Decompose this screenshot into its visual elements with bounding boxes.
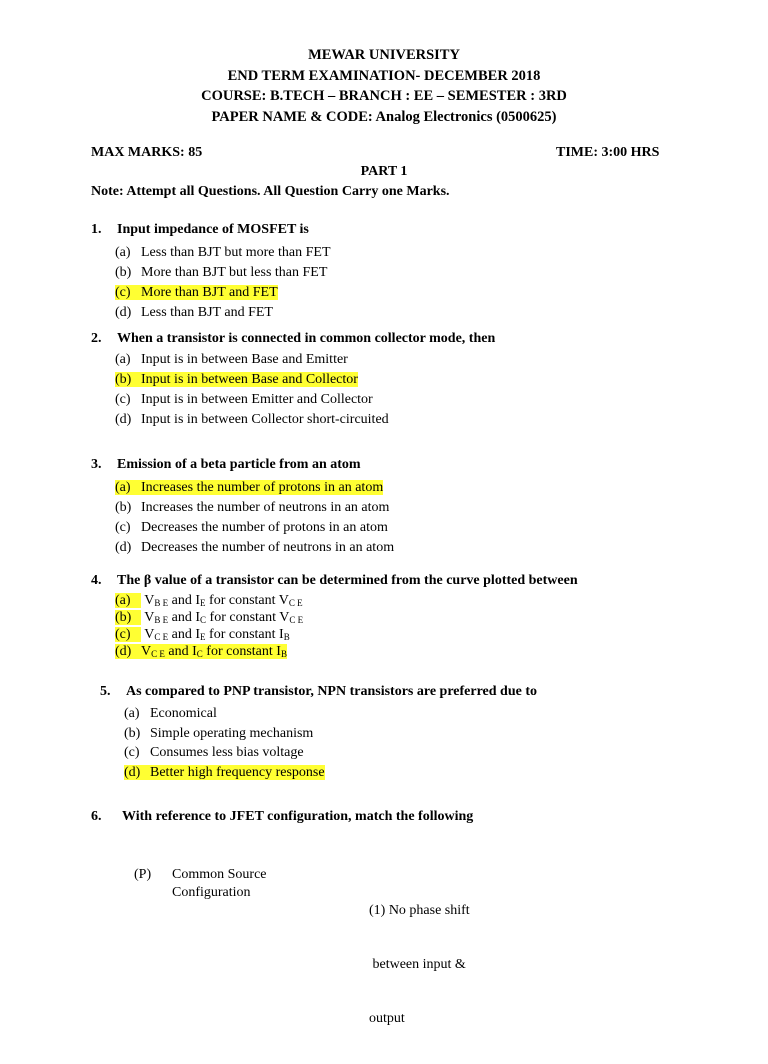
option-b: (b) More than BJT but less than FET — [115, 265, 328, 280]
option-c: (c) Input is in between Emitter and Collector — [115, 392, 373, 407]
question-3 — [91, 457, 361, 473]
option-d-highlighted: (d) $V_{C E}$ and $I_C$ for constant $I_B$ — [115, 644, 287, 659]
max-marks: MAX MARKS: 85 — [91, 145, 203, 160]
question-3-options — [115, 478, 394, 558]
course-line: COURSE: B.TECH – BRANCH : EE – SEMESTER : 3RD — [201, 88, 567, 104]
option-b-highlighted: (b) $V_{B E}$ and $I_C$ for constant $V_{C E}$ — [115, 610, 304, 625]
match-left-label: (P) — [134, 867, 152, 882]
option-b: (b) Increases the number of neutrons in an atom — [115, 500, 390, 515]
option-d: (d) Decreases the number of neutrons in an atom — [115, 540, 395, 555]
question-text: As compared to PNP transistor, NPN transistors are preferred due to — [126, 684, 538, 699]
university-name: MEWAR UNIVERSITY — [308, 47, 460, 63]
question-text: When a transistor is connected in common collector mode, then — [117, 331, 496, 346]
exam-time: TIME: 3:00 HRS — [556, 145, 660, 160]
question-number: 2. — [91, 331, 102, 346]
option-b-highlighted: (b) Input is in between Base and Collector — [115, 372, 358, 387]
question-text: With reference to JFET configuration, match the following — [122, 809, 474, 824]
question-text: Emission of a beta particle from an atom — [117, 457, 361, 472]
part-title: PART 1 — [360, 164, 408, 179]
question-1 — [91, 222, 309, 238]
option-d-highlighted: (d) Better high frequency response — [124, 764, 325, 780]
question-5 — [100, 684, 537, 700]
question-6 — [91, 809, 473, 825]
question-number: 1. — [91, 222, 102, 237]
option-c-highlighted: (c) $V_{C E}$ and $I_E$ for constant $I_B$ — [115, 627, 290, 642]
paper-line: PAPER NAME & CODE: Analog Electronics (0500625) — [211, 108, 557, 125]
option-b: (b) Simple operating mechanism — [124, 725, 314, 741]
option-a: (a) Less than BJT but more than FET — [115, 245, 331, 260]
question-number: 3. — [91, 457, 102, 472]
option-a: (a) Input is in between Base and Emitter — [115, 352, 348, 367]
exam-header — [0, 45, 768, 127]
question-number: 6. — [91, 809, 102, 824]
option-c: (c) Consumes less bias voltage — [124, 745, 304, 760]
question-5-options — [124, 704, 325, 782]
match-right-item: (1) No phase shift between input & output — [369, 903, 470, 1026]
option-a: (a) Economical — [124, 706, 217, 721]
option-c: (c) Decreases the number of protons in an atom — [115, 520, 388, 535]
option-a-highlighted: (a) Increases the number of protons in an atom — [115, 480, 384, 495]
question-number: 4. — [91, 573, 102, 588]
question-4-options — [115, 592, 303, 660]
question-2 — [91, 331, 495, 347]
match-left-item: Common Source Configuration — [172, 867, 267, 900]
question-1-options — [115, 243, 331, 323]
option-a-highlighted: (a) $V_{B E}$ and $I_E$ for constant $V_{C E}$ — [115, 593, 303, 608]
question-number: 5. — [100, 684, 111, 699]
option-c-highlighted: (c) More than BJT and FET — [115, 285, 278, 300]
question-2-options — [115, 350, 389, 430]
question-text: The β value of a transistor can be determined from the curve plotted between — [117, 573, 578, 588]
exam-title: END TERM EXAMINATION- DECEMBER 2018 — [227, 67, 541, 84]
question-text: Input impedance of MOSFET is — [117, 222, 309, 237]
instruction-note: Note: Attempt all Questions. All Question Carry one Marks. — [91, 184, 450, 199]
question-4 — [91, 573, 578, 589]
option-d: (d) Input is in between Collector short-circuited — [115, 412, 389, 427]
option-d: (d) Less than BJT and FET — [115, 305, 273, 320]
